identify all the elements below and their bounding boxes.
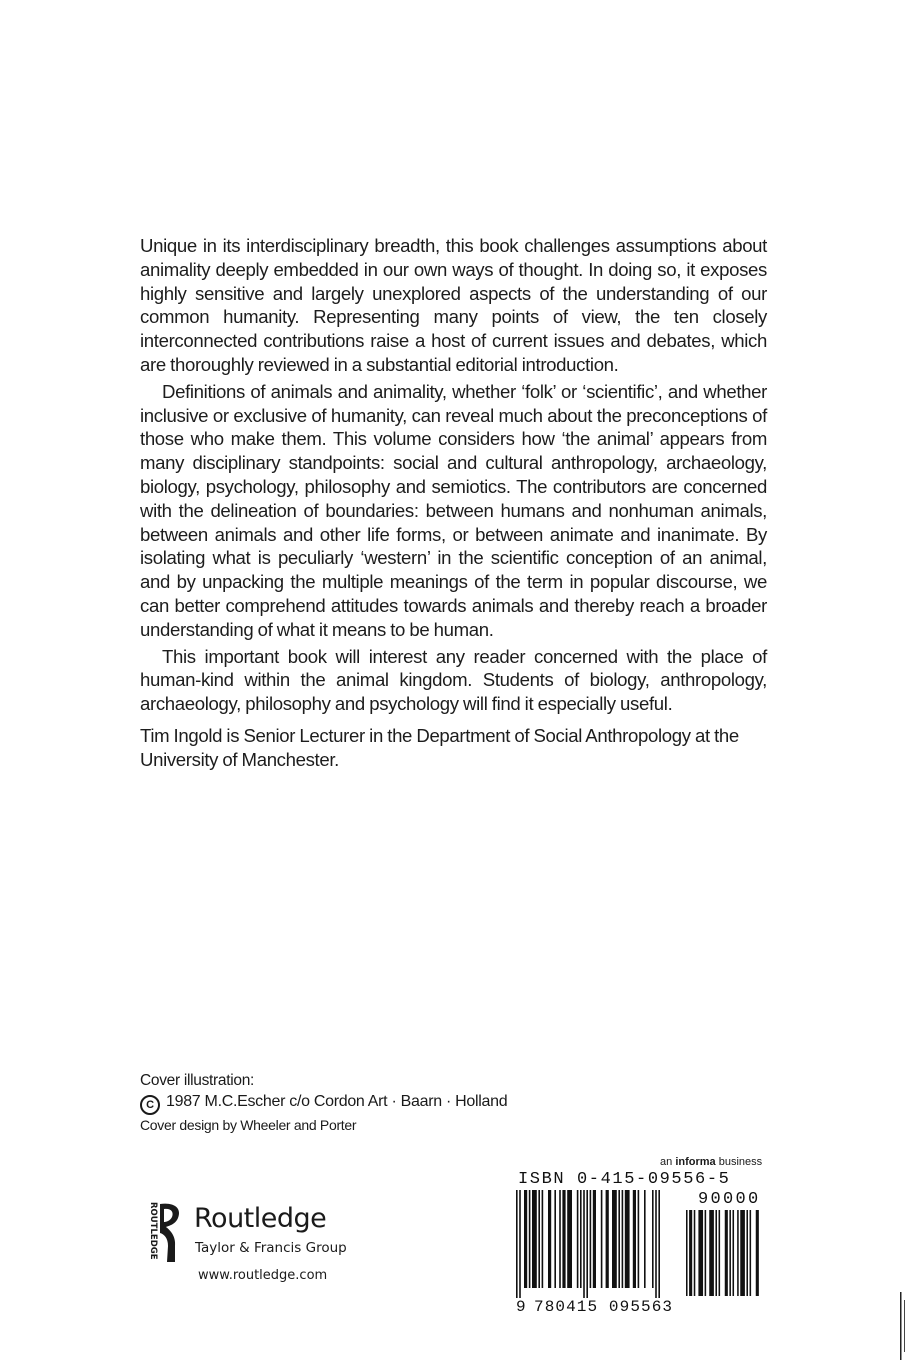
barcode-bar — [586, 1190, 588, 1298]
back-cover-blurb — [140, 234, 767, 772]
addon-bar — [698, 1210, 703, 1296]
informa-business-tag: an informa business — [660, 1156, 763, 1168]
ean-barcode-bars — [516, 1190, 676, 1300]
author-bio: Tim Ingold is Senior Lecturer in the Department of Social Anthropology at the University of Manchester. — [140, 724, 739, 770]
addon-bar — [725, 1210, 728, 1296]
cover-design-credit: Cover design by Wheeler and Porter — [140, 1117, 357, 1133]
barcode-bar — [638, 1190, 640, 1288]
barcode-bar — [633, 1190, 636, 1288]
publisher-block — [140, 1196, 400, 1296]
barcode-bar — [538, 1190, 540, 1288]
addon-bar — [705, 1210, 707, 1296]
barcode-bar — [516, 1190, 518, 1298]
addon-bar — [756, 1210, 759, 1296]
barcode-bar — [577, 1190, 579, 1288]
barcode-bar — [625, 1190, 630, 1288]
addon-bar — [740, 1210, 745, 1296]
barcode-bar — [548, 1190, 551, 1288]
ean-lead-digit: 9 — [516, 1298, 526, 1316]
cover-illustration-label: Cover illustration: — [140, 1072, 255, 1089]
blurb-paragraph-1: Unique in its interdisciplinary breadth, this book challenges assumptions about animality deeply embedded in our own ways of thought. In doing so, it exposes highly sensitive and largely unexplored aspects of the understanding of our common humanity. Representing many points of view, the ten closely interconnected contributions raise a host of current issues and debates, which are thoroughly reviewed in a substantial editorial introduction. — [140, 235, 767, 375]
barcode-bar — [529, 1190, 531, 1288]
publisher-group: Taylor & Francis Group — [195, 1240, 347, 1256]
isbn-barcode — [512, 1168, 774, 1320]
barcode-bar — [583, 1190, 585, 1298]
copyright-text: 1987 M.C.Escher c/o Cordon Art · Baarn · Holland — [166, 1093, 508, 1110]
copyright-line — [140, 1091, 507, 1115]
addon-bar — [719, 1210, 721, 1296]
copyright-icon: C — [140, 1095, 160, 1115]
addon-bar — [746, 1210, 748, 1296]
publisher-name: Routledge — [194, 1203, 327, 1234]
addon-bar — [694, 1210, 696, 1296]
addon-bar — [737, 1210, 739, 1296]
addon-bar — [750, 1210, 752, 1296]
barcode-bar — [601, 1190, 603, 1288]
barcode-bar — [562, 1190, 565, 1288]
barcode-bar — [524, 1190, 527, 1288]
barcode-bar — [622, 1190, 624, 1288]
addon-bar — [689, 1210, 692, 1296]
addon-bar — [729, 1210, 731, 1296]
barcode-bar — [644, 1190, 646, 1288]
blurb-paragraph-2: Definitions of animals and animality, whether ‘folk’ or ‘scientific’, and whether inclusive or exclusive of humanity, can reveal much about the preconceptions of those who make them. This volume considers how ‘the animal’ appears from many disciplinary standpoints: social and cultural anthropology, archaeology, biology, psychology, philosophy and semiotics. The contributors are concerned with the delineation of boundaries: between humans and nonhuman animals, between animals and other life forms, or between animate and inanimate. By isolating what is peculiarly ‘western’ in the scientific conception of an animal, and by unpacking the multiple meanings of the term in popular discourse, we can better comprehend attitudes towards animals and thereby reach a broader understanding of what it means to be human. — [140, 380, 767, 640]
barcode-bar — [652, 1190, 654, 1288]
barcode-bar — [567, 1190, 572, 1288]
addon-bar — [686, 1210, 688, 1296]
barcode-bar — [618, 1190, 620, 1288]
barcode-bar — [542, 1190, 544, 1288]
logo-side-text: ROUTLEDGE — [148, 1202, 158, 1260]
addon-bar — [733, 1210, 735, 1296]
barcode-bar — [658, 1190, 660, 1298]
barcode-bar — [554, 1190, 556, 1288]
trim-edge-marks — [898, 1292, 907, 1360]
barcode-bar — [606, 1190, 609, 1288]
barcode-bar — [519, 1190, 521, 1298]
barcode-bar — [559, 1190, 561, 1288]
ean-digits: 780415 095563 — [534, 1298, 674, 1316]
addon-bar — [715, 1210, 717, 1296]
blurb-paragraph-3: This important book will interest any reader concerned with the place of human-kind within the animal kingdom. Students of biology, anthropology, archaeology, philosophy and psychology will find it especially useful. — [140, 645, 767, 715]
cover-credits — [140, 1070, 507, 1136]
routledge-logo-icon — [140, 1200, 188, 1264]
barcode-bar — [593, 1190, 596, 1288]
addon-bar — [709, 1210, 714, 1296]
barcode-bar — [532, 1190, 537, 1288]
barcode-bar — [612, 1190, 617, 1288]
informa-brand: informa — [675, 1156, 716, 1168]
isbn-label: ISBN 0-415-09556-5 — [518, 1170, 731, 1189]
barcode-bar — [655, 1190, 657, 1298]
addon-digits: 90000 — [698, 1190, 761, 1209]
barcode-bar — [580, 1190, 582, 1288]
barcode-bar — [590, 1190, 592, 1288]
addon-barcode-bars — [686, 1210, 772, 1298]
publisher-website: www.routledge.com — [198, 1268, 328, 1283]
